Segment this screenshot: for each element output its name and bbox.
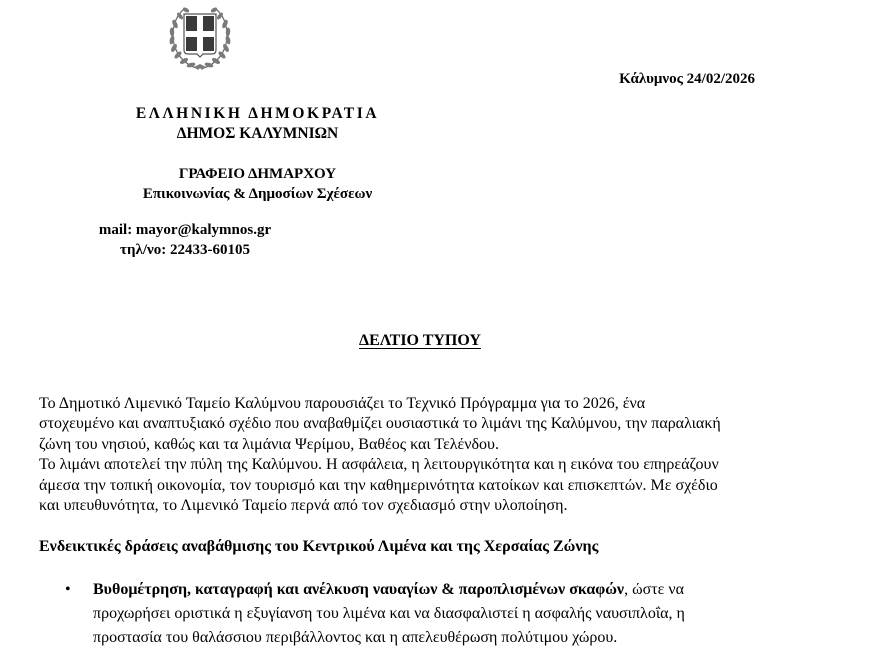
department-name: Επικοινωνίας & Δημοσίων Σχέσεων [142,186,373,202]
greek-coat-of-arms-icon [166,4,234,72]
bullet-first-line [93,578,878,602]
section-heading: Ενδεικτικές δράσεις αναβάθμισης του Κεντρικού Λιμένα και της Χερσαίας Ζώνης [39,538,599,555]
republic-title: ΕΛΛΗΝΙΚΗ ΔΗΜΟΚΡΑΤΙΑ [135,105,380,122]
contact-info [60,220,310,260]
body-line: Το Δημοτικό Λιμενικό Ταμείο Καλύμνου παρουσιάζει το Τεχνικό Πρόγραμμα για το 2026, ένα [39,395,646,412]
bullet-continuation-line: προχωρήσει οριστικά η εξυγίανση του λιμένα και να διασφαλιστεί η ασφαλής ναυσιπλοΐα, η [93,605,685,622]
document-date: Κάλυμνος 24/02/2026 [619,71,755,87]
list-item [0,578,878,650]
bullet-text: , ώστε να [624,581,684,598]
issuer-header [100,104,415,144]
email-line: mail: mayor@kalymnos.gr [98,222,272,238]
office-header [100,164,415,204]
press-release-title: ΔΕΛΤΙΟ ΤΥΠΟΥ [359,332,481,349]
municipality-title: ΔΗΜΟΣ ΚΑΛΥΜΝΙΩΝ [176,125,339,142]
body-paragraph [39,394,839,516]
actions-bullet-list [0,578,878,650]
body-line: ζώνη του νησιού, καθώς και τα λιμάνια Ψερίμου, Βαθέος και Τελένδου. [39,435,499,453]
bullet-icon: • [65,581,71,598]
body-line: άμεσα την τοπική οικονομία, τον τουρισμό και την καθημερινότητα κατοίκων και επισκεπτών. Με σχέδιο [39,476,718,494]
office-name: ΓΡΑΦΕΙΟ ΔΗΜΑΡΧΟΥ [178,166,337,182]
bullet-continuation-line: προστασία του θαλάσσιου περιβάλλοντος και η απελευθέρωση πολύτιμου χώρου. [93,629,618,646]
body-line: Το λιμάνι αποτελεί την πύλη της Καλύμνου. Η ασφάλεια, η λειτουργικότητα και η εικόνα του επηρεάζουν [39,456,719,474]
phone-line: τηλ/νο: 22433-60105 [120,242,250,258]
body-line: και υπευθυνότητα, το Λιμενικό Ταμείο περνά από τον σχεδιασμό στην υλοποίηση. [39,497,568,515]
bullet-bold-text: Βυθομέτρηση, καταγραφή και ανέλκυση ναυαγίων & παροπλισμένων σκαφών [93,581,625,598]
body-line: στοχευμένο και αναπτυξιακό σχέδιο που αναβαθμίζει ουσιαστικά το λιμάνι της Καλύμνου, την παραλιακή [39,415,721,433]
